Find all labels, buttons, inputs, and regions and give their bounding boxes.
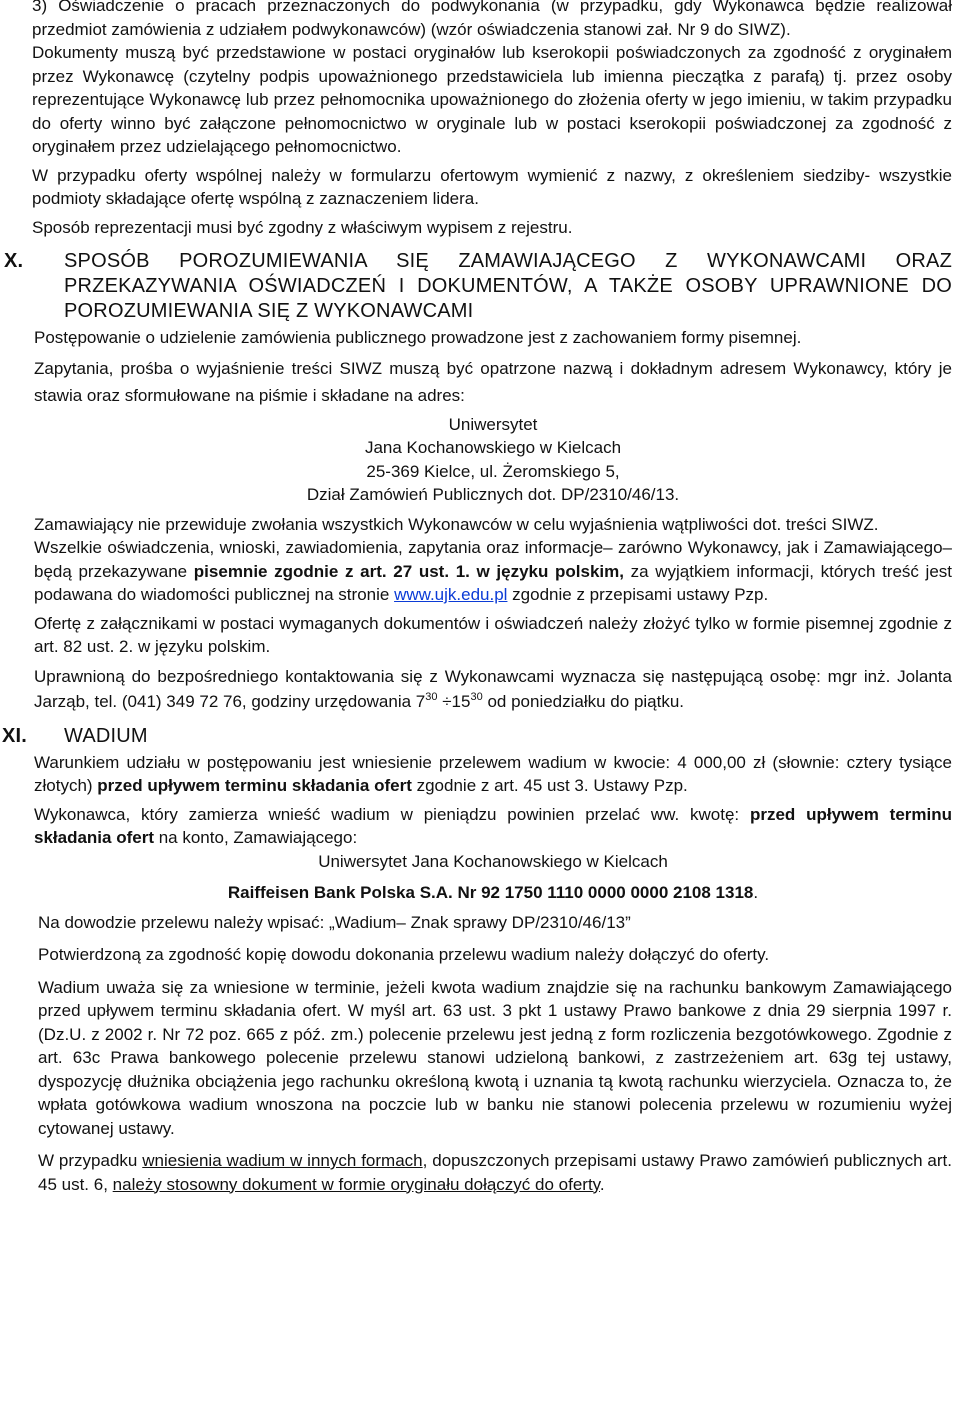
address-line: 25-369 Kielce, ul. Żeromskiego 5, [366,461,620,481]
bank-recipient: Uniwersytet Jana Kochanowskiego w Kielcach [318,851,668,871]
address-line: Dział Zamówień Publicznych dot. DP/2310/46/13. [306,485,680,504]
underlined-text: należy stosowny dokument w formie oryginału dołączyć do oferty [112,1174,600,1194]
text-run: zgodnie z art. 45 ust 3. Ustawy Pzp. [411,776,688,795]
section-x-title: SPOSÓB POROZUMIEWANIA SIĘ ZAMAWIAJĄCEGO Z WYKONAWCAMI ORAZ PRZEKAZYWANIA OŚWIADCZEŃ I DOKUMENTÓW, A TAKŻE OSOBY UPRAWNIONE DO POROZUMIEWANIA SIĘ Z WYKONAWCAMI [64,250,952,322]
section-xi-paragraph-4: Potwierdzoną za zgodność kopię dowodu dokonania przelewu wadium należy dołączyć do oferty. [38,945,770,964]
superscript: 30 [425,690,438,703]
text-run: , dopuszczonych przepisami ustawy Prawo zamówień publicznych art. 45 ust. 6, [38,1151,952,1194]
section-xi-paragraph-5: Wadium uważa się za wniesione w terminie, jeżeli kwota wadium znajdzie się na rachunku bankowym Zamawiającego przed upływem terminu składania ofert. W myśl art. 63 ust. 3 pkt 1 ustawy Prawo bankowe z dnia 29 sierpnia 1997 r. (Dz.U. z 2002 r. Nr 72 poz. 665 z póź. zm.) polecenie przelewu jest jedną z form rozliczenia bezgotówkowego. Zgodnie z art. 63c Prawa bankowego polecenie przelewu stanowi udzieloną bankowi, z zastrzeżeniem art. 63g tej ustawy, dyspozycję dłużnika obciążenia jego rachunku określoną kwotą i uznania tą kwotą rachunku wierzyciela. Oznacza to, że wpłata gotówkowa wadium wnoszona na poczcie lub w banku nie stanowi polecenia przelewu w rozumieniu wyżej cytowanej ustawy. [38,977,952,1138]
text-run: zgodnie z przepisami ustawy Pzp. [507,585,769,604]
section-xi-heading [2,724,952,749]
bold-text: pisemnie zgodnie z art. 27 ust. 1. w języku polskim, [193,561,624,581]
address-line: Uniwersytet [448,414,538,434]
ujk-website-link[interactable]: www.ujk.edu.pl [394,585,508,604]
text-run: . [753,883,759,902]
section-xi-paragraph-6 [34,1149,952,1196]
section-xi-paragraph-2 [34,803,952,850]
section-x-paragraph-3: Zamawiający nie przewiduje zwołania wszystkich Wykonawców w celu wyjaśnienia wątpliwości dot. treści SIWZ. [34,514,879,534]
section-x-paragraph-1: Postępowanie o udzielenie zamówienia publicznego prowadzone jest z zachowaniem formy pisemnej. [34,328,802,347]
text-run: Wykonawca, który zamierza wnieść wadium w pieniądzu powinien przelać ww. kwotę: [34,804,750,824]
paragraph-representation: Sposób reprezentacji musi być zgodny z właściwym wypisem z rejestru. [32,217,573,237]
section-x-paragraph-6 [34,664,952,714]
address-line: Jana Kochanowskiego w Kielcach [364,438,622,457]
text-run: Uprawnioną do bezpośredniego kontaktowania się z Wykonawcami wyznacza się następującą osobę: mgr inż. Jolanta Jarząb, tel. (041) 349 72 76, godziny urzędowania 7 [34,666,952,711]
bold-text: przed upływem terminu składania ofert [34,804,952,847]
text-run: na konto, Zamawiającego: [154,828,358,847]
paragraph-documents: Dokumenty muszą być przedstawione w postaci oryginałów lub kserokopii poświadczonych za zgodność z oryginałem przez Wykonawcę (czytelny podpis upoważnionego przedstawiciela lub imienna pieczątka z parafą) tj. przez osoby reprezentujące Wykonawcę lub przez pełnomocnika upoważnionego do złożenia oferty w jego imieniu, w takim przypadku do oferty winno być załączone pełnomocnictwo w oryginale lub w postaci kserokopii poświadczonej za zgodność z oryginałem przez udzielającego pełnomocnictwo. [32,43,952,156]
section-x-paragraph-5: Ofertę z załącznikami w postaci wymaganych dokumentów i oświadczeń należy złożyć tylko w formie pisemnej zgodnie z art. 82 ust. 2. w języku polskim. [34,613,952,656]
text-run: za wyjątkiem informacji, których treść jest podawana do wiadomości publicznej na stronie [34,561,953,604]
text-run: W przypadku [38,1151,143,1170]
bank-account [34,881,952,905]
list-item-3: 3) Oświadczenie o pracach przeznaczonych do podwykonania (w przypadku, gdy Wykonawca będzie realizował przedmiot zamówienia z udziałem podwykonawców) (wzór oświadczenia stanowi zał. Nr 9 do SIWZ). [32,0,952,39]
section-x-heading [4,249,952,324]
text-run: ÷15 [437,691,471,711]
address-block [34,413,952,507]
section-xi-paragraph-1 [34,751,952,798]
section-x-number: X. [4,250,24,272]
paragraph-joint-offer: W przypadku oferty wspólnej należy w formularzu ofertowym wymienić z nazwy, z określeniem siedziby- wszystkie podmioty składające ofertę wspólną z zaznaczeniem lidera. [32,165,952,208]
text-run: . [599,1174,605,1194]
section-xi-title: WADIUM [64,724,148,747]
section-xi-number: XI. [2,724,28,747]
section-x-paragraph-4 [34,536,952,607]
underlined-text: wniesienia wadium w innych formach [142,1151,423,1170]
text-run: Wszelkie oświadczenia, wnioski, zawiadomienia, zapytania oraz informacje– zarówno Wykonawcy, jak i Zamawiającego– będą przekazywane [34,538,952,581]
bank-account-number: Raiffeisen Bank Polska S.A. Nr 92 1750 1110 0000 0000 2108 1318 [227,883,754,902]
text-run: od poniedziałku do piątku. [482,691,685,711]
section-xi-paragraph-3: Na dowodzie przelewu należy wpisać: „Wadium– Znak sprawy DP/2310/46/13” [38,912,631,932]
text-run: Warunkiem udziału w postępowaniu jest wniesienie przelewem wadium w kwocie: 4 000,00 zł (słownie: cztery tysiące złotych) [34,752,952,795]
section-x-paragraph-2: Zapytania, prośba o wyjaśnienie treści SIWZ muszą być opatrzone nazwą i dokładnym adresem Wykonawcy, który je stawia oraz sformułowane na piśmie i składane na adres: [34,358,952,405]
superscript: 30 [470,690,483,703]
bold-text: przed upływem terminu składania ofert [97,776,412,795]
